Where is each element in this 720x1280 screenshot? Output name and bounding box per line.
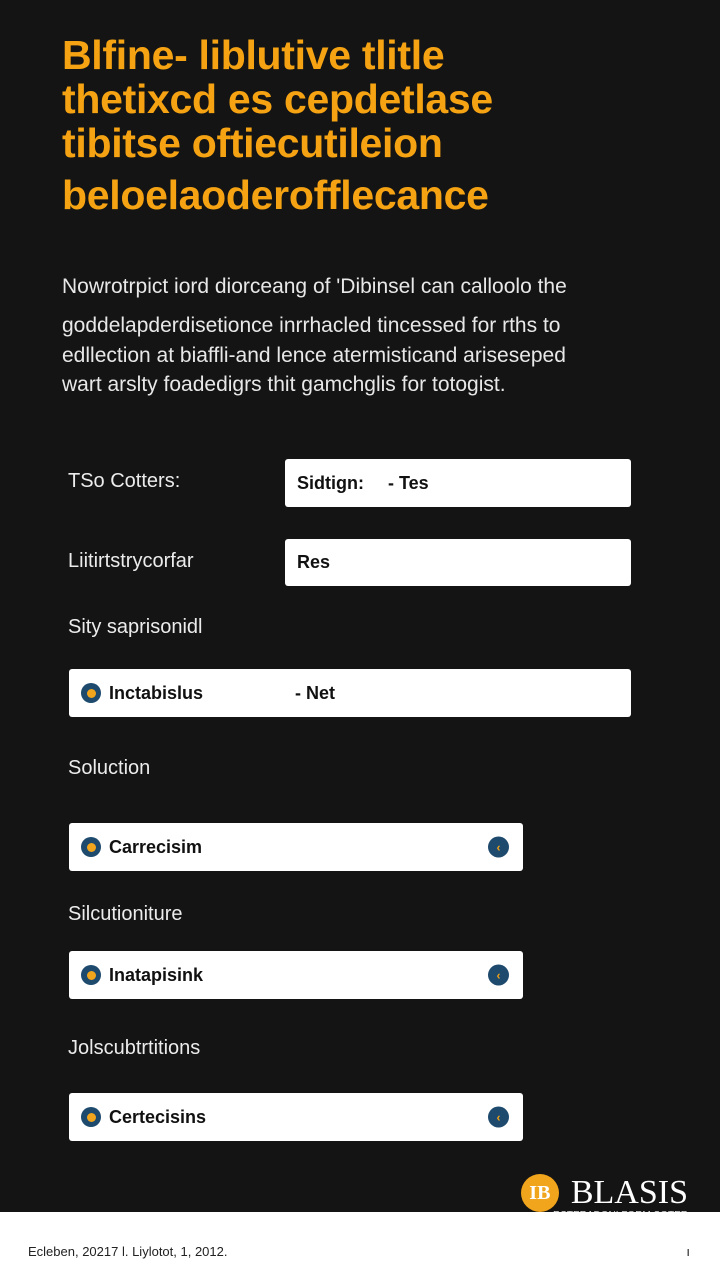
- chevron-left-icon[interactable]: ‹: [488, 1107, 509, 1128]
- select-field-6[interactable]: [69, 1093, 523, 1141]
- field-label-4: Soluction: [68, 757, 151, 779]
- headline-line-2: thetixcd es cepdetlase: [62, 75, 493, 122]
- status-dot-icon: [81, 837, 101, 857]
- input-field-1-value: Sidtign:: [297, 472, 364, 493]
- footer-mark: ı: [686, 1244, 690, 1259]
- footer-text: Ecleben, 20217 l. Liylotot, 1, 2012.: [28, 1244, 228, 1259]
- footer-bar: [0, 1212, 720, 1280]
- input-field-2[interactable]: [285, 539, 631, 586]
- page-headline: [62, 34, 682, 217]
- intro-line-4: wart arslty foadedigrs thit gamchglis for totogist.: [62, 373, 506, 397]
- input-field-3-value: Inctabislus: [109, 682, 204, 703]
- select-field-6-value: Certecisins: [109, 1106, 207, 1127]
- intro-paragraph: [62, 272, 672, 400]
- status-dot-icon: [81, 683, 101, 703]
- input-field-3[interactable]: [69, 669, 631, 717]
- select-field-4[interactable]: [69, 823, 523, 871]
- logo-name: BLASIS: [570, 1174, 688, 1211]
- input-field-1[interactable]: [285, 459, 631, 507]
- field-label-6: Jolscubtrtitions: [68, 1037, 201, 1059]
- brand-logo: [521, 1174, 688, 1212]
- status-dot-icon: [81, 965, 101, 985]
- input-field-2-value: Res: [297, 552, 331, 572]
- input-field-1-suffix: - Tes: [387, 472, 429, 493]
- field-label-5: Silcutioniture: [68, 903, 183, 925]
- field-label-1: TSo Cotters:: [68, 470, 181, 492]
- select-field-4-value: Carrecisim: [109, 836, 203, 857]
- chevron-left-icon[interactable]: ‹: [488, 965, 509, 986]
- select-field-5[interactable]: [69, 951, 523, 999]
- intro-line-3: edllection at biaffli-and lence atermisticand ariseseped: [62, 343, 566, 367]
- headline-line-3: tibitse oftiecutileion: [62, 119, 443, 166]
- input-field-3-suffix: - Net: [295, 682, 335, 703]
- intro-line-2: goddelapderdisetionce inrrhacled tincessed for rths to: [62, 314, 561, 338]
- field-label-3: Sity saprisonidl: [68, 616, 203, 638]
- headline-line-4: beloelaoderofflecance: [62, 171, 489, 218]
- intro-line-1: Nowrotrpict iord diorceang of 'Dibinsel can calloolo the: [62, 275, 567, 298]
- logo-badge-icon: IB: [521, 1174, 559, 1212]
- chevron-left-icon[interactable]: ‹: [488, 837, 509, 858]
- status-dot-icon: [81, 1107, 101, 1127]
- select-field-5-value: Inatapisink: [109, 964, 204, 985]
- field-label-2: Liitirtstrycorfar: [68, 550, 194, 572]
- headline-line-1: Blfine- liblutive tlitle: [62, 32, 445, 78]
